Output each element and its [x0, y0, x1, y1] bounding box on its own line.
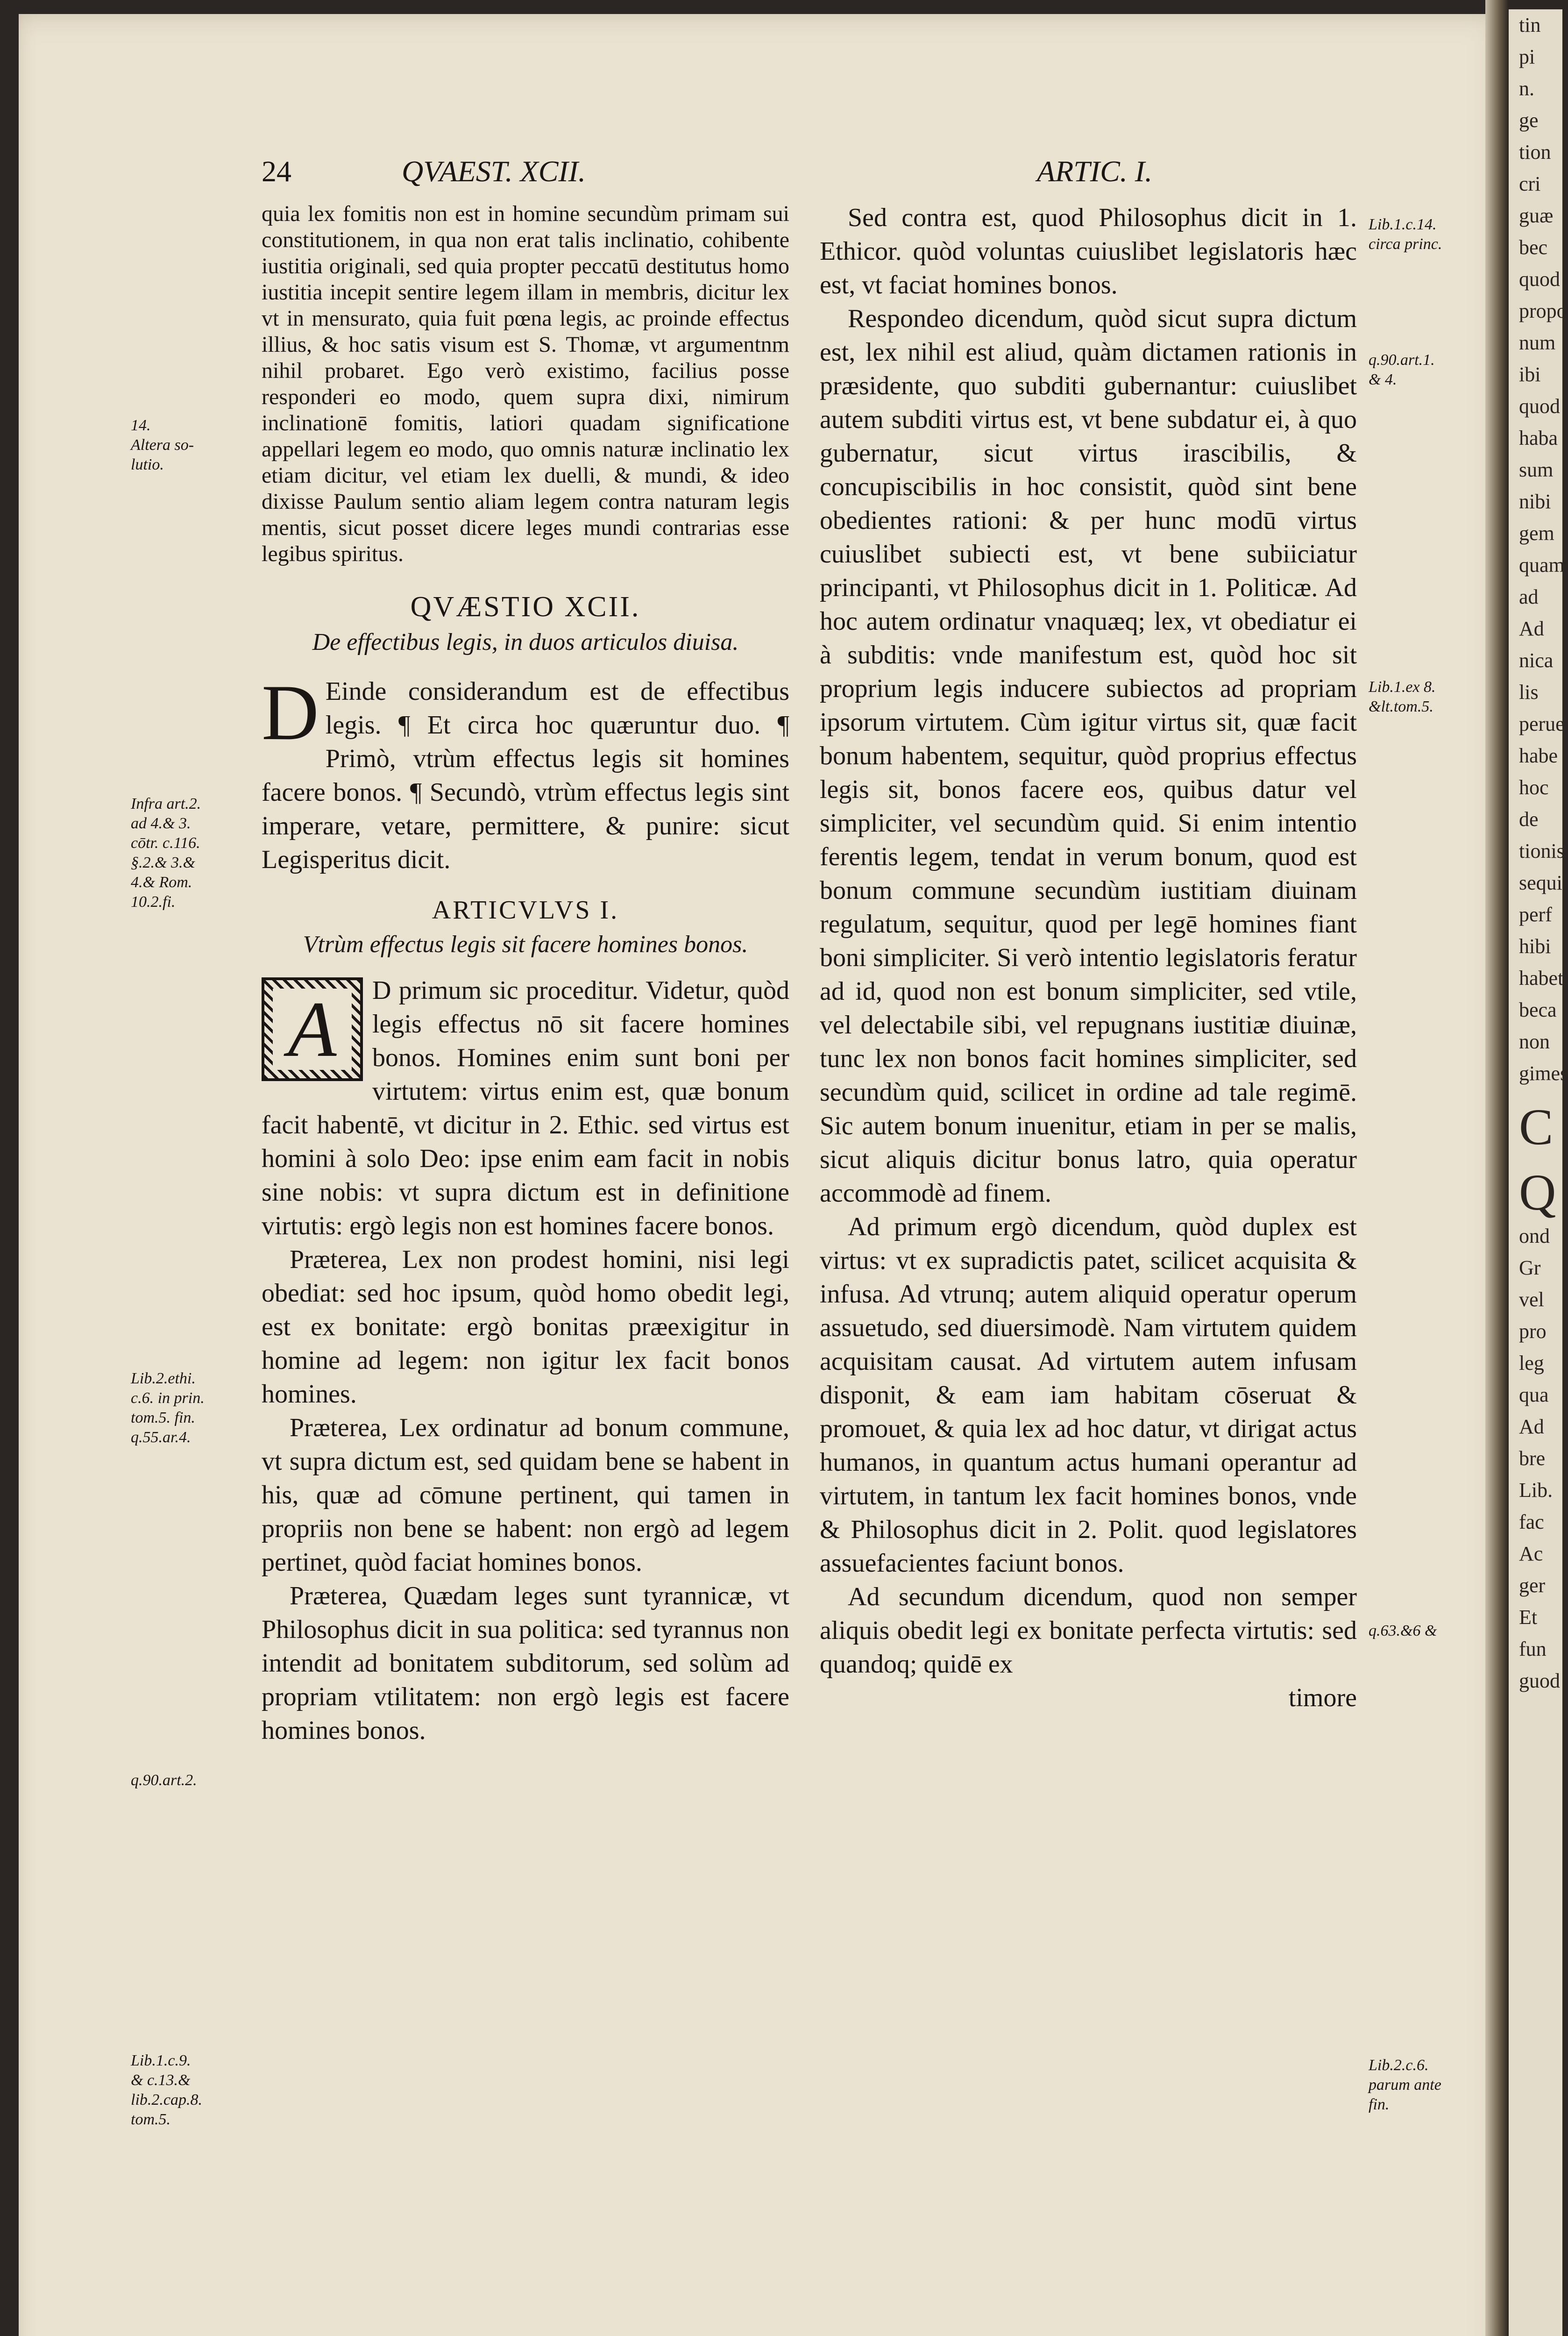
adjacent-page-fragment: sum: [1519, 458, 1554, 481]
adjacent-page-fragment: cri: [1519, 172, 1541, 195]
adjacent-page-fragment: bec: [1519, 236, 1548, 259]
running-title-left: QVAEST. XCII.: [402, 155, 586, 188]
adjacent-page-fragment: bre: [1519, 1447, 1546, 1470]
adjacent-page-fragment: Gr: [1519, 1256, 1541, 1279]
article-title: ARTICVLVS I.: [432, 896, 619, 925]
adjacent-page-fragment: C: [1519, 1098, 1554, 1155]
adjacent-page-fragment: Lib.: [1519, 1479, 1553, 1502]
adjacent-page-fragment: Et: [1519, 1606, 1538, 1629]
margin-note-left: Lib.2.ethi. c.6. in prin. tom.5. fin. q.55.ar.4.: [131, 1370, 205, 1446]
adjacent-page-fragment: lis: [1519, 681, 1539, 704]
adjacent-page-fragment: tionis: [1519, 840, 1565, 862]
adjacent-page-fragment: hibi: [1519, 935, 1551, 958]
adjacent-page-fragment: hoc: [1519, 776, 1549, 799]
margin-note-left: 14. Altera so- lutio.: [131, 417, 194, 473]
adjacent-page-fragment: qua: [1519, 1383, 1549, 1406]
adjacent-page-fragment: quam: [1519, 554, 1565, 577]
adjacent-page-fragment: Q: [1519, 1164, 1556, 1221]
adjacent-page-fragment: propo: [1519, 299, 1567, 322]
left-column: [262, 201, 789, 1747]
adjacent-page-fragment: gem: [1519, 522, 1554, 545]
margin-note-left: Lib.1.c.9. & c.13.& lib.2.cap.8. tom.5.: [131, 2052, 202, 2128]
question-subtitle: De effectibus legis, in duos articulos diuisa.: [312, 629, 739, 655]
catchword: timore: [1288, 1683, 1357, 1712]
adjacent-page-fragment: n.: [1519, 77, 1534, 100]
adjacent-page-fragment: tin: [1519, 14, 1541, 36]
reply-1: Ad primum ergò dicendum, quòd duplex est virtus: vt ex supradictis patet, scilicet acquisita & infusa. Ad vtrunq; autem aliquid operatur operum assuetudo, sed diuersimodè. Nam virtutem quidem acquisitam causat. Ad virtutem autem infusam disponit, & eam iam habitam cōseruat & promouet, & quia lex ad hoc datur, vt dirigat actus humanos, in quantum actus humani operantur ad virtutem, in tantum lex facit homines bonos, vnde & Philosophus dicit in 2. Polit. quod legislatores assuefacientes faciunt bonos.: [820, 1212, 1357, 1578]
page-number: 24: [262, 155, 291, 188]
adjacent-page-fragment: tion: [1519, 141, 1551, 164]
margin-note-right: q.63.&6 &: [1369, 1622, 1437, 1639]
adjacent-page-fragment: pro: [1519, 1320, 1547, 1343]
objection-4: Præterea, Quædam leges sunt tyrannicæ, vt Philosophus dicit in sua politica: sed tyrannus non intendit ad bonitatem subditorum, sed solùm ad propriam vtilitatem: non ergò legis est facere homines bonos.: [262, 1581, 789, 1745]
margin-note-left: q.90.art.2.: [131, 1772, 197, 1789]
adjacent-page-fragment: de: [1519, 808, 1539, 831]
reply-2: Ad secundum dicendum, quod non semper aliquis obedit legi ex bonitate perfecta virtutis: sed quandoq; quidē ex: [820, 1582, 1357, 1679]
running-title-right: ARTIC. I.: [1037, 155, 1153, 188]
objection-2: Præterea, Lex non prodest homini, nisi legi obediat: sed hoc ipsum, quòd homo obedit legi, est ex bonitate: ergò bonitas præexigitur in homine ad legem: non igitur lex facit bonos homines.: [262, 1245, 789, 1409]
running-header: [262, 154, 1336, 196]
adjacent-page-fragment: quod: [1519, 268, 1560, 291]
sed-contra: Sed contra est, quod Philosophus dicit in 1. Ethicor. quòd voluntas cuiuslibet legislatoris hæc est, vt faciat homines bonos.: [820, 203, 1357, 299]
adjacent-page-fragment: fac: [1519, 1510, 1544, 1533]
continued-paragraph: quia lex fomitis non est in homine secundùm primam sui constitutionem, in qua non erat talis inclinatio, cohibente iustitia originali, sed quia propter peccatū destitutus homo iustitia incepit sentire legem illam in membris, dicitur lex vt in mensurato, quia fuit pœna legis, ac proinde effectus illius, & hoc satis visum est S. Thomæ, vt argumentnm nihil probaret. Ego verò existimo, facilius posse responderi eo modo, quem supra dixi, nimirum inclinationē fomitis, latiori quadam significatione appellari legem eo modo, quo omnis naturæ inclinatio lex etiam dicitur, vel etiam lex duelli, & mundi, & ideo dixisse Paulum sentio aliam legem contra naturam legis mentis, sicut posset dicere leges mundi contrarias esse legibus spiritus.: [262, 201, 789, 566]
adjacent-page-fragment: ibi: [1519, 363, 1541, 386]
adjacent-page-fragment: perue: [1519, 712, 1565, 735]
adjacent-page-fragment: gimes: [1519, 1062, 1568, 1085]
adjacent-page-fragment: beca: [1519, 998, 1557, 1021]
adjacent-page-fragment: ond: [1519, 1225, 1550, 1247]
adjacent-page-fragment: ad: [1519, 585, 1539, 608]
adjacent-page-fragment: ge: [1519, 109, 1539, 132]
adjacent-page-fragment: Ac: [1519, 1542, 1543, 1565]
adjacent-page-fragment: habet: [1519, 967, 1564, 990]
adjacent-page-fragment: quod: [1519, 395, 1560, 418]
adjacent-page-fragment: ger: [1519, 1574, 1546, 1597]
margin-note-right: Lib.1.c.14. circa princ.: [1369, 216, 1442, 253]
margin-note-left: Infra art.2. ad 4.& 3. cōtr. c.116. §.2.& 3.& 4.& Rom. 10.2.fi.: [131, 795, 201, 911]
adjacent-page-fragment: guod: [1519, 1669, 1560, 1692]
article-subtitle: Vtrùm effectus legis sit facere homines bonos.: [303, 931, 748, 958]
adjacent-page-fragment: nibi: [1519, 490, 1551, 513]
question-title: QVÆSTIO XCII.: [410, 591, 641, 623]
adjacent-page-fragment: nica: [1519, 649, 1554, 672]
book-gutter: [1485, 0, 1509, 2336]
adjacent-page-fragment: leg: [1519, 1352, 1544, 1375]
adjacent-page-fragment: haba: [1519, 427, 1558, 449]
adjacent-page-edge: [1509, 9, 1568, 2336]
adjacent-page-fragment: vel: [1519, 1288, 1544, 1311]
adjacent-page-fragment: perf: [1519, 903, 1552, 926]
adjacent-page-fragment: Ad: [1519, 1415, 1544, 1438]
margin-note-right: Lib.1.ex 8. &lt.tom.5.: [1369, 678, 1436, 715]
adjacent-page-fragment: habe: [1519, 744, 1558, 767]
adjacent-page-fragment: non: [1519, 1030, 1550, 1053]
question-intro-text: Einde considerandum est de effectibus legis. ¶ Et circa hoc quæruntur duo. ¶ Primò, vtrùm effectus legis sit homines facere bonos. ¶ Secundò, vtrùm effectus legis sint imperare, vetare, permittere, & punire: sicut Legisperitus dicit.: [262, 677, 789, 874]
adjacent-page-fragment: sequi: [1519, 871, 1562, 894]
respondeo: Respondeo dicendum, quòd sicut supra dictum est, lex nihil est aliud, quàm dictamen rationis in præsidente, quo subditi gubernantur: cuiuslibet autem subditi virtus est, vt bene subdatur ei, à quo gubernatur, sicut virtus irascibilis, & concupiscibilis in hoc consistit, quòd sint bene obedientes rationi: & per hunc modū virtus cuiuslibet subiecti est, vt bene subiiciatur principanti, vt Philosophus dicit in 1. Politicæ. Ad hoc autem ordinatur vnaquæq; lex, vt obediatur ei à subditis: vnde manifestum est, quòd hoc sit proprium legis inducere subiectos ad propriam ipsorum virtutem. Cùm igitur virtus sit, quæ facit bonum habentem, sequitur, quòd proprius effectus legis sit, bonos facere eos, quibus datur vel simpliciter, vel secundùm quid. Si enim intentio ferentis legem, tendat in verum bonum, quod est bonum commune secundùm iustitiam diuinam regulatum, sequitur, quod per legē homines fiant boni simpliciter. Si verò intentio legislatoris feratur ad id, quod non est bonum simpliciter, sed vtile, vel delectabile sibi, vel repugnans iustitiæ diuinæ, tunc lex non bonos facit homines simpliciter, sed secundùm quid, scilicet in ordine ad tale regimē. Sic autem bonum inuenitur, etiam in per se malis, sicut aliquis dicitur bonus latro, quia operatur accommodè ad finem.: [820, 304, 1357, 1208]
objection-1: [262, 974, 789, 1243]
drop-cap-d: D: [262, 669, 319, 756]
right-column: [820, 201, 1357, 1715]
ornamental-initial-a: A: [262, 977, 363, 1081]
adjacent-page-fragment: fun: [1519, 1638, 1547, 1660]
adjacent-page-fragment: num: [1519, 331, 1556, 354]
book-page: [19, 14, 1511, 2336]
objection-3: Præterea, Lex ordinatur ad bonum commune, vt supra dictum est, sed quidam bene se habent in his, quæ ad cōmune pertinent, qui tamen in propriis non bene se habent: non ergò ad legem pertinet, quòd faciat homines bonos.: [262, 1413, 789, 1577]
adjacent-page-fragment: Ad: [1519, 617, 1544, 640]
adjacent-page-fragment: pi: [1519, 45, 1535, 68]
margin-note-right: q.90.art.1. & 4.: [1369, 351, 1435, 388]
objection-1-text: D primum sic proceditur. Videtur, quòd legis effectus nō sit facere homines bonos. Homines enim sunt boni per virtutem: virtus enim est, quæ bonum facit habentē, vt dicitur in 2. Ethic. sed virtus est homini à solo Deo: ipse enim eam facit in nobis sine nobis: vt supra dictum est in definitione virtutis: ergò legis non est homines facere bonos.: [262, 976, 789, 1240]
question-intro: [262, 669, 789, 876]
adjacent-page-fragment: guæ: [1519, 204, 1554, 227]
margin-note-right: Lib.2.c.6. parum ante fin.: [1369, 2057, 1441, 2113]
